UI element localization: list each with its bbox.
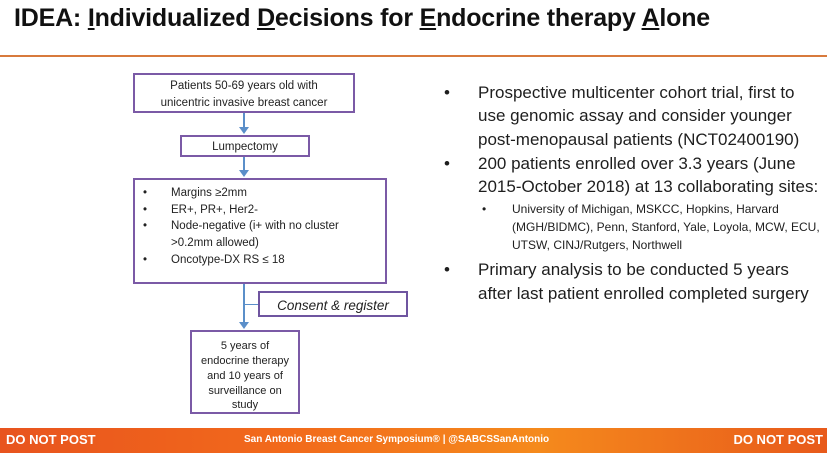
bullet-icon: •: [444, 83, 450, 102]
flow-box-consent: Consent & register: [258, 291, 408, 317]
criteria-text: Oncotype-DX RS ≤ 18: [171, 253, 285, 266]
sub-bullet-item: [482, 200, 824, 254]
outcome-line: and 10 years of: [207, 369, 283, 382]
title-w2-rest: ecisions for: [274, 4, 420, 32]
footer-bar: [0, 428, 827, 453]
bullet-icon: •: [143, 220, 148, 233]
criteria-item: [143, 252, 379, 269]
bullet-icon: •: [482, 202, 487, 217]
outcome-line: surveillance on: [208, 384, 282, 397]
bullet-text: Primary analysis to be conducted 5 years after last patient enrolled completed surgery: [478, 260, 809, 303]
title-w1-cap: I: [87, 4, 95, 32]
flow-box-outcome: [190, 330, 300, 414]
title-w4-rest: lone: [659, 4, 710, 32]
title-w3-rest: ndocrine therapy: [436, 4, 642, 32]
summary-bullets: [444, 81, 824, 305]
title-w1-rest: ndividualized: [94, 4, 258, 32]
criteria-item: [143, 185, 379, 202]
outcome-line: study: [231, 399, 259, 412]
flow-connector-2: [243, 157, 245, 171]
title-divider: [0, 55, 827, 57]
bullet-icon: •: [143, 253, 148, 266]
criteria-item: [143, 218, 379, 251]
bullet-icon: •: [143, 203, 148, 216]
flow-box-patients: [133, 73, 355, 113]
criteria-item: [143, 202, 379, 219]
criteria-text: ER+, PR+, Her2-: [171, 203, 258, 216]
footer-right-notice: DO NOT POST: [733, 432, 823, 447]
bullet-item: [444, 81, 824, 151]
footer-symposium-credit: San Antonio Breast Cancer Symposium® | @SABCSSanAntonio: [244, 434, 550, 445]
flow-arrow-2-icon: [239, 170, 249, 177]
title-w3-cap: E: [419, 4, 437, 32]
sub-bullet-text: University of Michigan, MSKCC, Hopkins, Harvard (MGH/BIDMC), Penn, Stanford, Yale, Loyola, MCW, ECU, UTSW, CINJ/Rutgers, Northwell: [512, 202, 820, 253]
consent-connector: [244, 304, 258, 305]
bullet-icon: •: [444, 260, 450, 280]
flow-arrow-1-icon: [239, 127, 249, 134]
bullet-icon: •: [444, 153, 450, 173]
patients-line-2: unicentric invasive breast cancer: [160, 96, 328, 109]
bullet-text: Prospective multicenter cohort trial, first to use genomic assay and consider younger post-menopausal patients (NCT02400190): [478, 83, 800, 149]
title-w4-cap: A: [641, 4, 660, 32]
flow-box-eligibility-criteria: [133, 178, 387, 284]
criteria-text: Margins ≥2mm: [171, 187, 247, 199]
slide-title: [14, 4, 824, 33]
bullet-item: [444, 258, 824, 305]
title-prefix: IDEA:: [14, 4, 88, 32]
bullet-text: 200 patients enrolled over 3.3 years (June 2015-October 2018) at 13 collaborating sites:: [478, 153, 819, 197]
outcome-line: 5 years of: [220, 340, 270, 352]
bullet-item: [444, 152, 824, 199]
outcome-line: endocrine therapy: [200, 354, 290, 367]
bullet-icon: •: [143, 187, 148, 199]
patients-line-1: Patients 50-69 years old with: [170, 80, 318, 92]
flow-arrow-3-icon: [239, 322, 249, 329]
criteria-text: Node-negative (i+ with no cluster >0.2mm allowed): [171, 220, 339, 250]
flow-box-lumpectomy: Lumpectomy: [180, 135, 310, 157]
title-w2-cap: D: [257, 4, 275, 32]
footer-left-notice: DO NOT POST: [6, 432, 96, 447]
flow-connector-1: [243, 113, 245, 128]
